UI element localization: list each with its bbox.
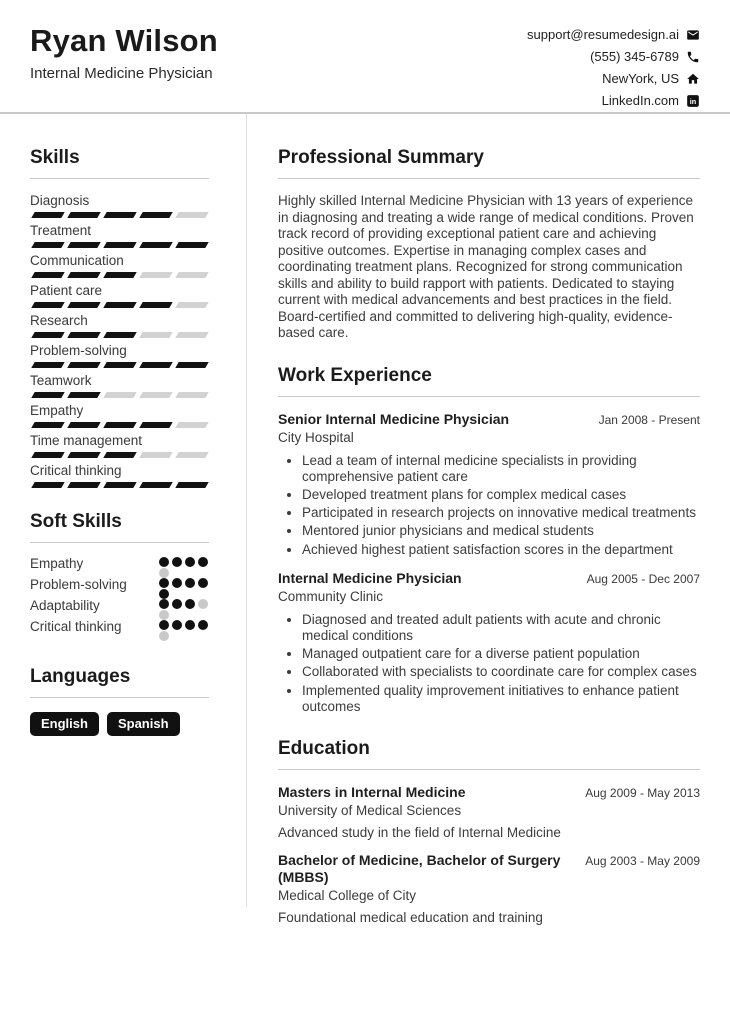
skill-segment-empty — [175, 302, 208, 308]
soft-skill-dots — [159, 578, 209, 599]
skills-list — [30, 193, 209, 488]
skill-segment-filled — [103, 212, 136, 218]
skill-level-bar — [30, 302, 209, 308]
rating-dot-filled — [172, 578, 182, 588]
job-bullet: • Mentored junior physicians and medical students — [302, 523, 700, 539]
rating-dot-empty — [159, 610, 169, 620]
soft-skills-list — [30, 556, 209, 634]
rating-dot-filled — [198, 557, 208, 567]
education-description: Foundational medical education and training — [278, 909, 543, 925]
skill-segment-empty — [175, 452, 208, 458]
job-entry — [278, 570, 700, 715]
skill-item — [30, 193, 209, 218]
soft-skill-row — [30, 556, 209, 571]
job-bullet: • Collaborated with specialists to coordinate care for complex cases — [302, 664, 700, 680]
job-bullets — [278, 453, 700, 558]
skill-segment-filled — [67, 272, 100, 278]
skill-segment-filled — [67, 482, 100, 488]
skill-segment-filled — [175, 362, 208, 368]
resume-body — [0, 114, 730, 937]
language-tags — [30, 712, 209, 736]
education-dates: Aug 2009 - May 2013 — [585, 785, 700, 800]
summary-text: Highly skilled Internal Medicine Physician with 13 years of experience in diagnosing and treating a wide range of medical conditions. Proven track record of providing exceptional patient care and achieving positive outcomes. Expertise in managing complex cases and coordinating treatment plans. Recognized for strong communication skills and ability to build rapport with patients. Dedicated to staying current with medical advancements and best practices in the field. Board-certified and committed to delivering high-quality, evidence-based care. — [278, 193, 694, 340]
skill-segment-filled — [139, 302, 172, 308]
education-list — [278, 784, 700, 925]
skill-segment-filled — [103, 422, 136, 428]
resume-header — [0, 0, 730, 112]
skill-label: Teamwork — [30, 373, 92, 388]
rating-dot-filled — [185, 599, 195, 609]
person-name: Ryan Wilson — [30, 23, 218, 58]
skill-segment-filled — [67, 422, 100, 428]
soft-skill-dots — [159, 599, 209, 620]
contact-row-email — [527, 27, 700, 42]
skill-segment-filled — [67, 242, 100, 248]
rating-dot-filled — [172, 557, 182, 567]
rating-dot-filled — [185, 557, 195, 567]
skill-segment-filled — [67, 212, 100, 218]
skill-segment-filled — [67, 332, 100, 338]
skill-label: Critical thinking — [30, 463, 122, 478]
skill-segment-filled — [67, 302, 100, 308]
job-dates: Jan 2008 - Present — [598, 412, 700, 427]
rating-dot-filled — [159, 599, 169, 609]
education-dates: Aug 2003 - May 2009 — [585, 853, 700, 868]
header-identity — [30, 24, 218, 82]
experience-section — [278, 366, 700, 715]
languages-heading: Languages — [30, 667, 209, 698]
job-company: Community Clinic — [278, 588, 384, 604]
job-header — [278, 411, 700, 428]
skill-level-bar — [30, 422, 209, 428]
skill-segment-filled — [139, 212, 172, 218]
skill-segment-filled — [175, 482, 208, 488]
job-bullet: • Diagnosed and treated adult patients with acute and chronic medical conditions — [302, 612, 700, 644]
rating-dot-filled — [198, 620, 208, 630]
email-icon — [686, 28, 700, 42]
skill-segment-filled — [31, 242, 64, 248]
education-entry — [278, 784, 700, 840]
rating-dot-filled — [198, 578, 208, 588]
job-bullet: • Implemented quality improvement initiatives to enhance patient outcomes — [302, 683, 700, 715]
skill-level-bar — [30, 452, 209, 458]
skill-segment-filled — [67, 362, 100, 368]
rating-dot-filled — [159, 589, 169, 599]
rating-dot-filled — [185, 620, 195, 630]
school-name: University of Medical Sciences — [278, 802, 462, 818]
skill-segment-filled — [139, 362, 172, 368]
rating-dot-filled — [185, 578, 195, 588]
skill-segment-filled — [103, 452, 136, 458]
skill-segment-filled — [103, 482, 136, 488]
skill-segment-filled — [139, 242, 172, 248]
skill-segment-empty — [103, 392, 136, 398]
job-bullet: • Lead a team of internal medicine specialists in providing comprehensive patient care — [302, 453, 700, 485]
skill-segment-filled — [103, 302, 136, 308]
skill-segment-filled — [31, 362, 64, 368]
skills-section — [30, 148, 209, 488]
skill-segment-filled — [31, 392, 64, 398]
job-title: Internal Medicine Physician — [278, 569, 462, 586]
main-column — [247, 114, 730, 937]
rating-dot-empty — [198, 599, 208, 609]
jobs-list — [278, 411, 700, 715]
skill-label: Treatment — [30, 223, 92, 238]
contact-text-linkedin: LinkedIn.com — [601, 93, 679, 108]
languages-section — [30, 667, 209, 736]
summary-section — [278, 148, 700, 342]
soft-skills-heading: Soft Skills — [30, 512, 209, 543]
skill-level-bar — [30, 392, 209, 398]
skill-segment-filled — [103, 242, 136, 248]
contact-row-linkedin — [602, 93, 700, 108]
skill-label: Patient care — [30, 283, 103, 298]
education-description: Advanced study in the field of Internal Medicine — [278, 824, 561, 840]
degree-title: Bachelor of Medicine, Bachelor of Surgery (MBBS) — [278, 851, 561, 885]
skill-item — [30, 313, 209, 338]
skill-segment-filled — [175, 242, 208, 248]
contact-text-email: support@resumedesign.ai — [527, 27, 679, 42]
rating-dot-filled — [159, 557, 169, 567]
skill-item — [30, 253, 209, 278]
skill-item — [30, 463, 209, 488]
job-bullet: • Managed outpatient care for a diverse patient population — [302, 646, 700, 662]
job-bullets — [278, 612, 700, 715]
skill-segment-empty — [139, 272, 172, 278]
skill-item — [30, 373, 209, 398]
skill-item — [30, 343, 209, 368]
skill-segment-filled — [31, 212, 64, 218]
education-header — [278, 784, 700, 801]
contact-text-phone: (555) 345-6789 — [590, 49, 679, 64]
skill-segment-filled — [67, 392, 100, 398]
skill-segment-filled — [67, 452, 100, 458]
language-tag: English — [30, 712, 99, 736]
skill-segment-filled — [103, 332, 136, 338]
job-bullet: • Participated in research projects on innovative medical treatments — [302, 505, 700, 521]
school-name: Medical College of City — [278, 887, 417, 903]
degree-title: Masters in Internal Medicine — [278, 783, 466, 800]
rating-dot-empty — [159, 568, 169, 578]
skill-segment-empty — [175, 272, 208, 278]
job-bullet: • Achieved highest patient satisfaction scores in the department — [302, 542, 700, 558]
soft-skill-row — [30, 577, 209, 592]
person-job-title: Internal Medicine Physician — [30, 65, 213, 82]
contact-info — [527, 24, 700, 108]
phone-icon — [686, 50, 700, 64]
skill-item — [30, 223, 209, 248]
skill-label: Problem-solving — [30, 343, 127, 358]
skill-level-bar — [30, 362, 209, 368]
skill-level-bar — [30, 482, 209, 488]
skill-item — [30, 283, 209, 308]
rating-dot-filled — [172, 599, 182, 609]
skill-segment-filled — [139, 482, 172, 488]
soft-skill-label: Critical thinking — [30, 619, 122, 634]
soft-skill-label: Problem-solving — [30, 577, 127, 592]
skill-level-bar — [30, 272, 209, 278]
summary-heading: Professional Summary — [278, 148, 700, 179]
skill-segment-filled — [139, 422, 172, 428]
skill-segment-filled — [31, 302, 64, 308]
contact-row-phone — [590, 49, 700, 64]
skill-label: Empathy — [30, 403, 84, 418]
soft-skill-dots — [159, 557, 209, 578]
soft-skill-label: Empathy — [30, 556, 84, 571]
education-header — [278, 852, 700, 886]
skill-segment-filled — [31, 332, 64, 338]
contact-text-home: NewYork, US — [602, 71, 679, 86]
home-icon — [686, 72, 700, 86]
skill-segment-empty — [175, 422, 208, 428]
skill-level-bar — [30, 212, 209, 218]
skill-segment-filled — [31, 452, 64, 458]
soft-skill-dots — [159, 620, 209, 641]
rating-dot-filled — [159, 578, 169, 588]
education-entry — [278, 852, 700, 925]
skill-label: Diagnosis — [30, 193, 90, 208]
skill-item — [30, 433, 209, 458]
skill-segment-filled — [31, 482, 64, 488]
skill-segment-filled — [103, 362, 136, 368]
svg-text:in: in — [689, 96, 697, 106]
job-title: Senior Internal Medicine Physician — [278, 410, 510, 427]
sidebar — [0, 114, 247, 907]
skill-label: Communication — [30, 253, 124, 268]
experience-heading: Work Experience — [278, 366, 700, 397]
skill-segment-empty — [139, 452, 172, 458]
soft-skills-section — [30, 511, 209, 634]
skill-label: Research — [30, 313, 88, 328]
linkedin-icon — [686, 94, 700, 108]
skill-segment-filled — [103, 272, 136, 278]
skills-heading: Skills — [30, 148, 209, 179]
job-company: City Hospital — [278, 429, 354, 445]
soft-skill-row — [30, 619, 209, 634]
job-bullet: • Developed treatment plans for complex medical cases — [302, 487, 700, 503]
education-section — [278, 739, 700, 925]
skill-label: Time management — [30, 433, 143, 448]
rating-dot-filled — [159, 620, 169, 630]
skill-segment-empty — [175, 212, 208, 218]
skill-segment-empty — [139, 332, 172, 338]
rating-dot-empty — [159, 631, 169, 641]
skill-level-bar — [30, 332, 209, 338]
education-heading: Education — [278, 739, 700, 770]
job-dates: Aug 2005 - Dec 2007 — [586, 571, 700, 586]
contact-row-home — [602, 71, 700, 86]
skill-segment-filled — [31, 422, 64, 428]
skill-segment-empty — [175, 332, 208, 338]
job-entry — [278, 411, 700, 558]
rating-dot-filled — [172, 620, 182, 630]
job-header — [278, 570, 700, 587]
soft-skill-row — [30, 598, 209, 613]
soft-skill-label: Adaptability — [30, 598, 100, 613]
skill-level-bar — [30, 242, 209, 248]
skill-segment-empty — [175, 392, 208, 398]
skill-segment-filled — [31, 272, 64, 278]
language-tag: Spanish — [107, 712, 180, 736]
skill-segment-empty — [139, 392, 172, 398]
skill-item — [30, 403, 209, 428]
